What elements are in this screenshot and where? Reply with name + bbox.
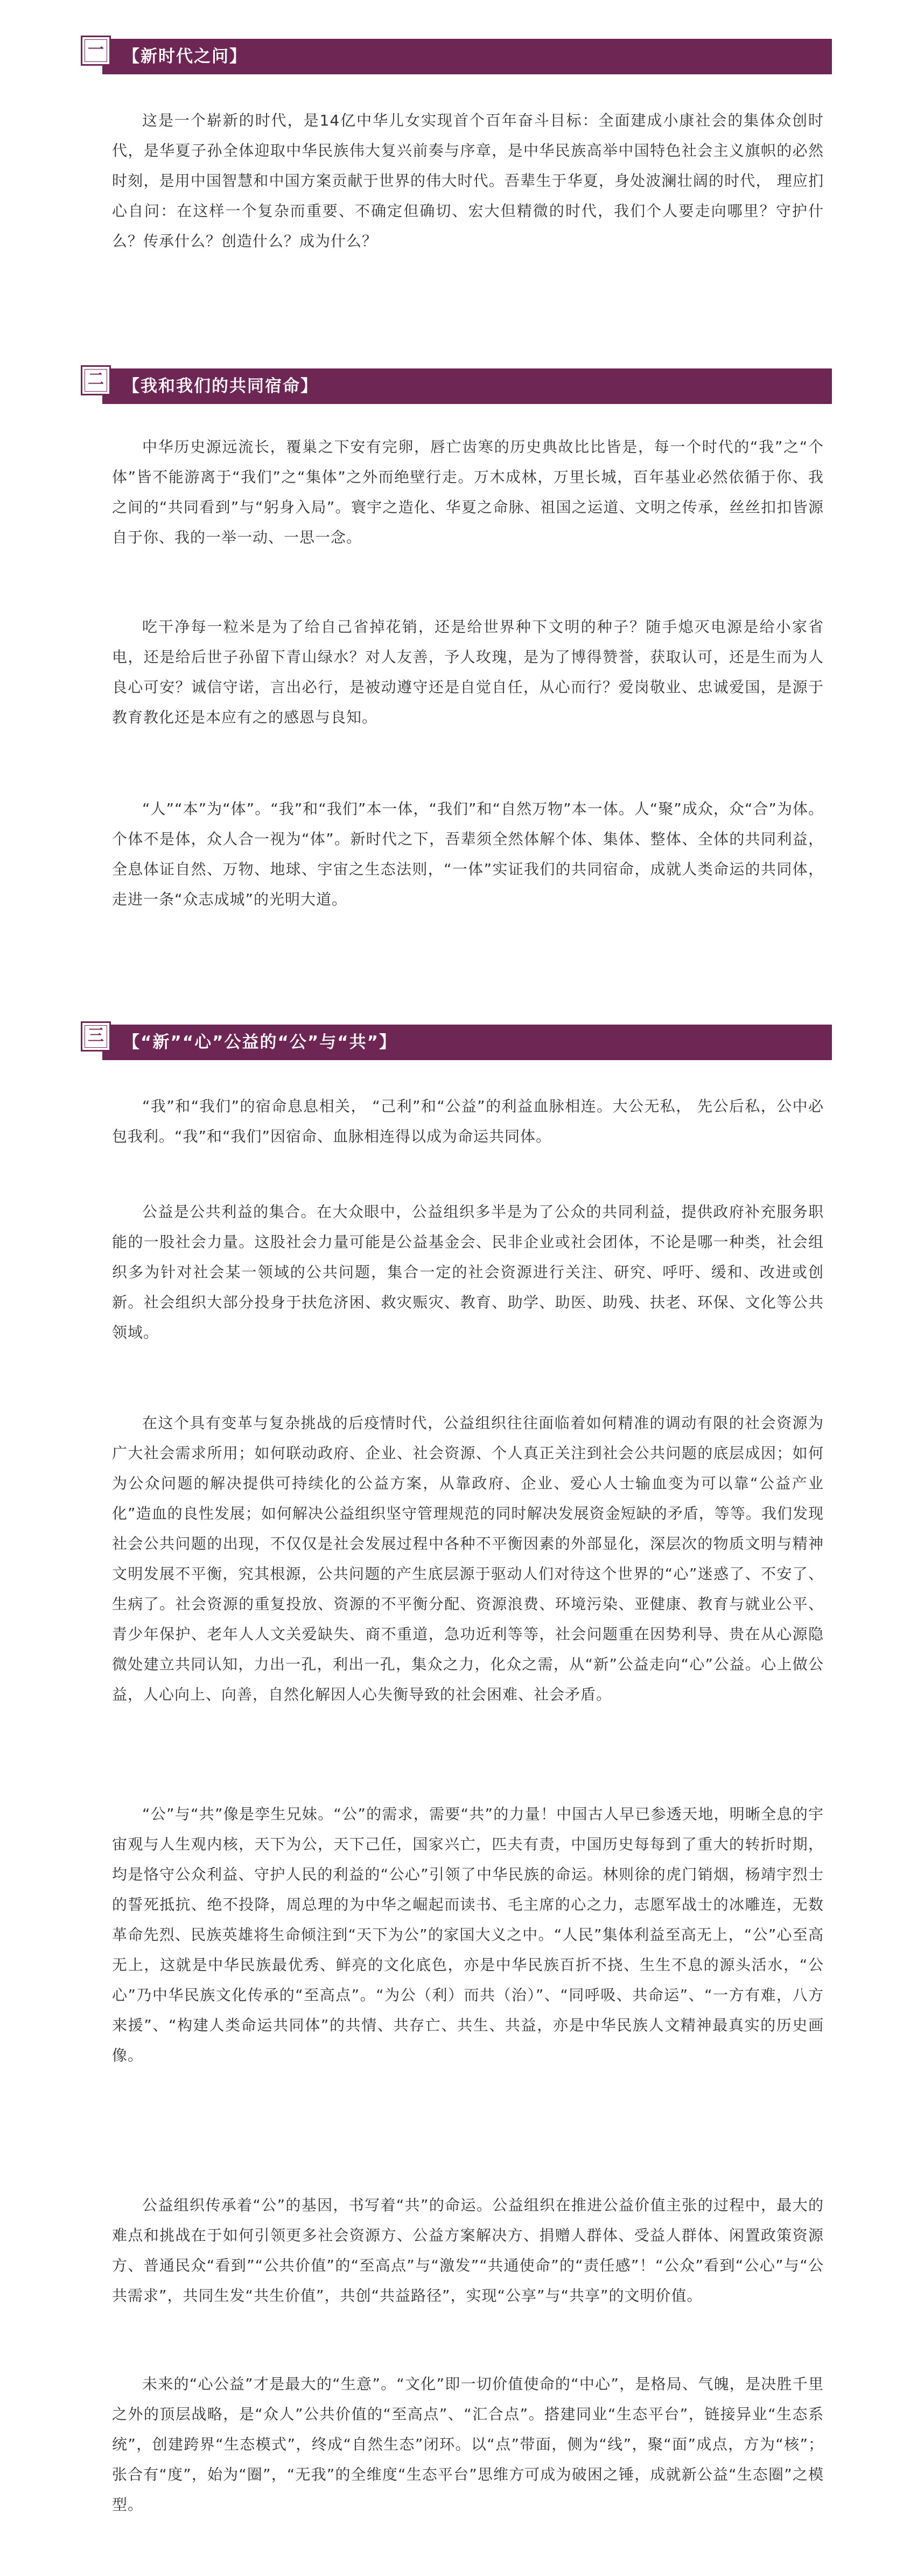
paragraph: 中华历史源远流长，覆巢之下安有完卵，唇亡齿寒的历史典故比比皆是，每一个时代的“我”之“个体”皆不能游离于“我们”之“集体”之外而绝壁行走。万木成林，万里长城，百年基业必然依循于你、我之间的“共同看到”与“躬身入局”。寰宇之造化、华夏之命脉、祖国之运道、文明之传承，丝丝扣扣皆源自于你、我的一举一动、一思一念。 (112, 438, 824, 546)
paragraph: 在这个具有变革与复杂挑战的后疫情时代，公益组织往往面临着如何精准的调动有限的社会资源为广大社会需求所用；如何联动政府、企业、社会资源、个人真正关注到社会公共问题的底层成因；如何为公众问题的解决提供可持续化的公益方案，从靠政府、企业、爱心人士输血变为可以靠“公益产业化”造血的良性发展；如何解决公益组织坚守管理规范的同时解决发展资金短缺的矛盾，等等。我们发现社会公共问题的出现，不仅仅是社会发展过程中各种不平衡因素的外部显化，深层次的物质文明与精神文明发展不平衡，究其根源，公共问题的产生底层源于驱动人们对待这个世界的“心”迷惑了、不安了、生病了。社会资源的重复投放、资源的不平衡分配、资源浪费、环境污染、亚健康、教育与就业公平、青少年保护、老年人人文关爱缺失、商不重道，急功近利等等，社会问题重在因势利导、贵在从心源隐微处建立共同认知，力出一孔，利出一孔，集众之力，化众之需，从“新”公益走向“心”公益。心上做公益，人心向上、向善，自然化解因人心失衡导致的社会困难、社会矛盾。 (112, 1414, 824, 1703)
paragraph: 公益组织传承着“公”的基因，书写着“共”的命运。公益组织在推进公益价值主张的过程中，最大的难点和挑战在于如何引领更多社会资源方、公益方案解决方、捐赠人群体、受益人群体、闲置政策资源方、普通民众“看到”“公共价值”的“至高点”与“激发”“共通使命”的“责任感”！“公众”看到“公心”与“公共需求”，共同生发“共生价值”，共创“共益路径”，实现“公享”与“共享”的文明价值。 (112, 2196, 824, 2305)
section-number: 一 (88, 40, 104, 59)
section-number: 二 (88, 370, 104, 389)
paragraph: “公”与“共”像是孪生兄妹。“公”的需求，需要“共”的力量！中国古人早已参透天地，明晰全息的宇宙观与人生观内核，天下为公，天下己任，国家兴亡，匹夫有责，中国历史每每到了重大的转折时期，均是恪守公众利益、守护人民的利益的“公心”引领了中华民族的命运。林则徐的虎门销烟，杨靖宇烈士的誓死抵抗、绝不投降，周总理的为中华之崛起而读书、毛主席的心之力，志愿军战士的冰雕连，无数革命先烈、民族英雄将生命倾注到“天下为公”的家国大义之中。“人民”集体利益至高无上，“公”心至高无上，这就是中华民族最优秀、鲜亮的文化底色，亦是中华民族百折不挠、生生不息的源头活水，“公心”乃中华民族文化传承的“至高点”。“为公（利）而共（治）”、“同呼吸、共命运”、“一方有难，八方来援”、“构建人类命运共同体”的共情、共存亡、共生、共益，亦是中华民族人文精神最真实的历史画像。 (112, 1805, 824, 2064)
section-title: 【“新”“心”公益的“公”与“共”】 (123, 1033, 397, 1052)
paragraph: 公益是公共利益的集合。在大众眼中，公益组织多半是为了公众的共同利益，提供政府补充服务职能的一股社会力量。这股社会力量可能是公益基金会、民非企业或社会团体，不论是哪一种类，社会组织多为针对社会某一领域的公共问题，集合一定的社会资源进行关注、研究、呼吁、缓和、改进或创新。社会组织大部分投身于扶危济困、救灾赈灾、教育、助学、助医、助残、扶老、环保、文化等公共领域。 (112, 1203, 824, 1341)
section-title: 【新时代之问】 (123, 47, 247, 66)
section-number-box (81, 1021, 111, 1052)
section-title: 【我和我们的共同宿命】 (123, 377, 318, 396)
paragraph: 吃干净每一粒米是为了给自己省掉花销，还是给世界种下文明的种子？随手熄灭电源是给小家省电，还是给后世子孙留下青山绿水？对人友善，予人玫瑰，是为了博得赞誉，获取认可，还是生而为人良心可安？诚信守诺，言出必行，是被动遵守还是自觉自任，从心而行？爱岗敬业、忠诚爱国，是源于教育教化还是本应有之的感恩与良知。 (112, 618, 824, 726)
section-number-box (81, 365, 111, 395)
section-header (81, 39, 832, 74)
section-header (81, 368, 832, 404)
section-number-box (81, 36, 111, 66)
paragraph: “我”和“我们”的宿命息息相关， “己利”和“公益”的利益血脉相连。大公无私， 先公后私，公中必包我利。“我”和“我们”因宿命、血脉相连得以成为命运共同体。 (112, 1097, 824, 1145)
section-number: 三 (88, 1026, 104, 1045)
paragraph: 这是一个崭新的时代，是14亿中华儿女实现首个百年奋斗目标：全面建成小康社会的集体众创时代，是华夏子孙全体迎取中华民族伟大复兴前奏与序章，是中华民族高举中国特色社会主义旗帜的必然时刻，是用中国智慧和中国方案贡献于世界的伟大时代。吾辈生于华夏，身处波澜壮阔的时代， 理应扪心自问：在这样一个复杂而重要、不确定但确切、宏大但精微的时代，我们个人要走向哪里？守护什么？传承什么？创造什么？成为什么？ (112, 112, 824, 250)
paragraph: 未来的“心公益”才是最大的“生意”。“文化”即一切价值使命的“中心”，是格局、气魄，是决胜千里之外的顶层战略，是“众人”公共价值的“至高点”、“汇合点”。搭建同业“生态平台”，链接异业“生态系统”，创建跨界“生态模式”，终成“自然生态”闭环。以“点”带面，侧为“线”，聚“面”成点，方为“核”；张合有“度”，始为“圈”，“无我”的全维度“生态平台”思维方可成为破困之锤，成就新公益“生态圈”之模型。 (112, 2375, 824, 2514)
section-header (81, 1025, 832, 1060)
paragraph: “人”“本”为“体”。“我”和“我们”本一体，“我们”和“自然万物”本一体。人“聚”成众，众“合”为体。个体不是体，众人合一视为“体”。新时代之下，吾辈须全然体解个体、集体、整体、全体的共同利益，全息体证自然、万物、地球、宇宙之生态法则，“一体”实证我们的共同宿命，成就人类命运的共同体，走进一条“众志成城”的光明大道。 (112, 800, 824, 908)
